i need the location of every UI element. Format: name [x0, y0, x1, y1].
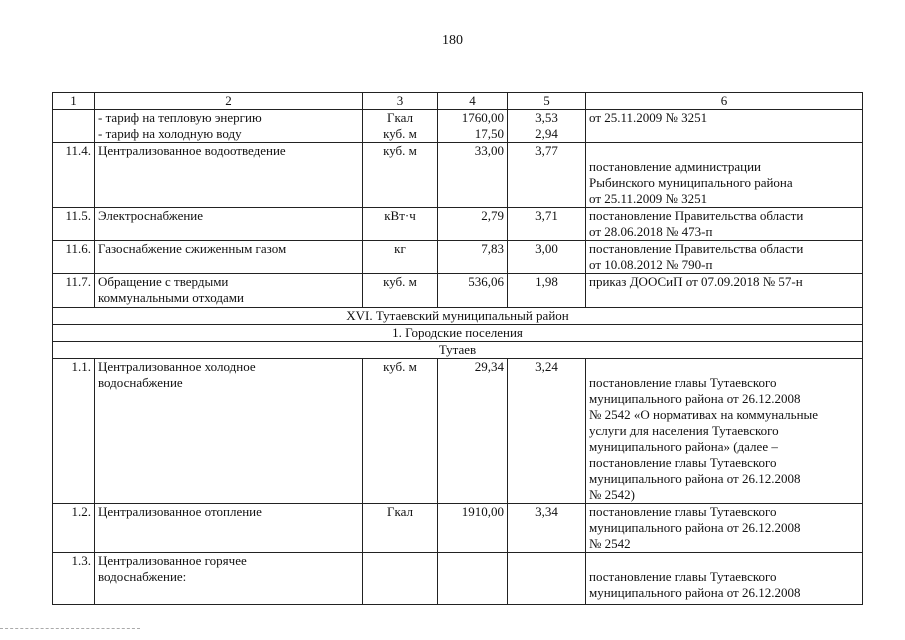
- row-value-5: 3,71: [508, 208, 586, 241]
- row-value-5: 3,00: [508, 241, 586, 274]
- row-name: Обращение с твердыми коммунальными отходами: [95, 274, 363, 308]
- row-unit: кг: [363, 241, 438, 274]
- locality-title-row: [53, 342, 863, 359]
- row-document: постановление главы Тутаевского муниципального района от 26.12.2008 № 2542: [586, 504, 863, 553]
- row-number: 1.1.: [53, 359, 95, 504]
- row-value-4: 536,06: [438, 274, 508, 308]
- row-value-5: 3,53 2,94: [508, 110, 586, 143]
- table-row: [53, 359, 863, 504]
- header-col-5: 5: [508, 93, 586, 110]
- table-row: [53, 208, 863, 241]
- locality-title: Тутаев: [53, 342, 863, 359]
- row-number: 11.5.: [53, 208, 95, 241]
- row-name: Централизованное отопление: [95, 504, 363, 553]
- scan-edge-mark: [0, 628, 140, 631]
- section-title: XVI. Тутаевский муниципальный район: [53, 308, 863, 325]
- row-unit: кВт·ч: [363, 208, 438, 241]
- table-row: [53, 143, 863, 208]
- row-number: 1.3.: [53, 553, 95, 605]
- subsection-title: 1. Городские поселения: [53, 325, 863, 342]
- row-value-5: [508, 553, 586, 605]
- table-row: [53, 241, 863, 274]
- row-number: 11.6.: [53, 241, 95, 274]
- row-document: постановление главы Тутаевского муниципального района от 26.12.2008 № 2542 «О нормативах на коммунальные услуги для населения Тутаевского муниципального района» (далее – постановление главы Тутаевского муниципального района от 26.12.2008 № 2542): [586, 359, 863, 504]
- row-value-4: 2,79: [438, 208, 508, 241]
- row-value-4: 1910,00: [438, 504, 508, 553]
- row-value-4: 7,83: [438, 241, 508, 274]
- row-value-5: 3,34: [508, 504, 586, 553]
- row-name: Централизованное горячее водоснабжение:: [95, 553, 363, 605]
- header-col-6: 6: [586, 93, 863, 110]
- row-number: 1.2.: [53, 504, 95, 553]
- row-document: от 25.11.2009 № 3251: [586, 110, 863, 143]
- header-col-4: 4: [438, 93, 508, 110]
- row-value-5: 1,98: [508, 274, 586, 308]
- table-row: [53, 274, 863, 308]
- header-col-1: 1: [53, 93, 95, 110]
- row-value-4: 1760,00 17,50: [438, 110, 508, 143]
- row-name: - тариф на тепловую энергию - тариф на холодную воду: [95, 110, 363, 143]
- row-document: постановление администрации Рыбинского муниципального района от 25.11.2009 № 3251: [586, 143, 863, 208]
- page-number: 180: [442, 33, 463, 48]
- header-col-3: 3: [363, 93, 438, 110]
- table-row: [53, 553, 863, 605]
- row-number: 11.4.: [53, 143, 95, 208]
- row-number: [53, 110, 95, 143]
- row-unit: Гкал: [363, 504, 438, 553]
- row-value-4: [438, 553, 508, 605]
- row-unit: [363, 553, 438, 605]
- row-document: приказ ДООСиП от 07.09.2018 № 57-н: [586, 274, 863, 308]
- row-name: Электроснабжение: [95, 208, 363, 241]
- row-name: Газоснабжение сжиженным газом: [95, 241, 363, 274]
- row-name: Централизованное холодное водоснабжение: [95, 359, 363, 504]
- section-title-row: [53, 308, 863, 325]
- row-value-4: 33,00: [438, 143, 508, 208]
- row-document: постановление Правительства области от 28.06.2018 № 473-п: [586, 208, 863, 241]
- row-unit: куб. м: [363, 359, 438, 504]
- table-row: [53, 504, 863, 553]
- row-value-4: 29,34: [438, 359, 508, 504]
- subsection-title-row: [53, 325, 863, 342]
- header-col-2: 2: [95, 93, 363, 110]
- row-value-5: 3,77: [508, 143, 586, 208]
- row-document: постановление Правительства области от 10.08.2012 № 790-п: [586, 241, 863, 274]
- row-name: Централизованное водоотведение: [95, 143, 363, 208]
- row-document: постановление главы Тутаевского муниципального района от 26.12.2008: [586, 553, 863, 605]
- row-unit: Гкал куб. м: [363, 110, 438, 143]
- table-row: [53, 110, 863, 143]
- row-number: 11.7.: [53, 274, 95, 308]
- row-unit: куб. м: [363, 143, 438, 208]
- tariff-table: [52, 92, 863, 605]
- header-row: [53, 93, 863, 110]
- row-unit: куб. м: [363, 274, 438, 308]
- row-value-5: 3,24: [508, 359, 586, 504]
